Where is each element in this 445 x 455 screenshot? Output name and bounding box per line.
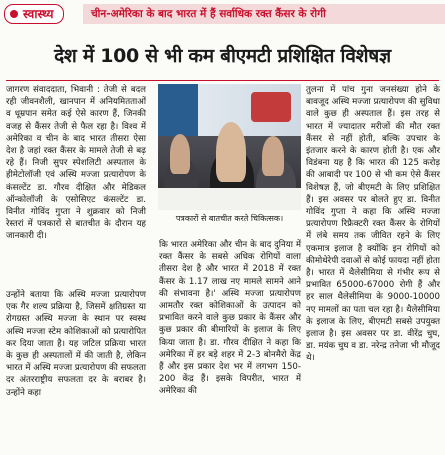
column-2-bottom-text: कि भारत अमेरिका और चीन के बाद दुनिया में रक्त कैंसर के सबसे अधिक रोगियों वाला तीसरा देश है और भारत में 2018 में रक्त कैंसर के 1.17 लाख नए मामले सामने आने की संभावना है।' अस्थि मज्जा प्रत्यारोपण आमतौर रक्त कोशिकाओं के उत्पादन को प्रभावित करने वाले कुछ प्रकार के कैंसर और कुछ प्रकार की बीमारियों के इलाज के लिए किया जाता है। डा. गौरव दीक्षित ने कहा कि अमेरिका में हर बड़े शहर में 2-3 बोनमैरो केंद्र हैं और इस प्रकार देश भर में लगभग 150-200 केंद्र हैं। इसके विपरीत, भारत में अमेरिका की	[159, 240, 301, 397]
column-3	[306, 84, 440, 365]
section-dot-icon	[10, 10, 18, 18]
section-tag-label: स्वास्थ्य	[23, 7, 54, 21]
kicker: चीन-अमेरिका के बाद भारत में हैं सर्वाधिक रक्त कैंसर के रोगी	[83, 4, 445, 24]
headline-rule	[6, 80, 439, 81]
column-2-bottom	[159, 239, 301, 398]
column-3-text: तुलना में पांच गुना जनसंख्या होने के बावजूद अस्थि मज्जा प्रत्यारोपण की सुविधा वाले कुछ ही अस्पताल हैं। इस तरह से भारत में ज्यादातर मरीजों की मौत रक्त कैंसर से नहीं होती, बल्कि उपचार के इंतजार करने के कारण होती है। एक और विडंबना यह है कि भारत की 125 करोड़ की आबादी पर 100 से भी कम ऐसे कैंसर विशेषज्ञ हैं, जो बीएमटी के लिए प्रशिक्षित हैं। इस अवसर पर बोलते हुए डा. विनीत गोविंद गुप्ता ने कहा कि अस्थि मज्जा प्रत्यारोपण रिफ्रैक्टरी रक्त कैंसर के रोगियों में लंबे समय तक जीवित रहने के लिए एकमात्र इलाज है क्योंकि इन रोगियों को कीमोथेरेपी दवाओं से कोई फायदा नहीं होता है। भारत में थैलेसीमिया से गंभीर रूप से प्रभावित 65000-67000 रोगी हैं और हर साल थैलेसीमिया के 9000-10000 नए मामलों का पता चल रहा है। थैलेसीमिया के इलाज के लिए, बीएमटी सबसे उपयुक्त इलाज है। इस अवसर पर डा. वीरेंद्र चुघ, डा. मयंक चुघ व डा. नरेन्द्र तनेजा भी मौजूद थे।	[306, 85, 440, 364]
headline: देश में 100 से भी कम बीएमटी प्रशिक्षित विशेषज्ञ	[54, 45, 391, 67]
photo-caption: पत्रकारों से बातचीत करते चिकित्सक।	[175, 214, 284, 223]
column-1-bottom	[6, 289, 146, 399]
header-strip	[0, 0, 445, 31]
column-1-top-text: जागरण संवाददाता, भिवानी : तेजी से बदल रही जीवनशैली, खानपान में अनियमितताओं व धूम्रपान समेत कई ऐसे कारण हैं, जिनकी वजह से कैंसर तेजी से फैल रहा है। विश्व में अमेरिका व चीन के बाद भारत तीसरा ऐसा देश है जहां रक्त कैंसर के मामले तेजी से बढ़ रहे हैं। निजी सुपर स्पेशलिटी अस्पताल के हीमेटोलॉजी एवं अस्थि मज्जा प्रत्यारोपण के कंसल्टेंट डा. गौरव दीक्षित और मेडिकल ऑन्कोलॉजी के एसोसिएट कंसल्टेंट डा. विनीत गोविंद गुप्ता ने शुक्रवार को निजी रेस्तरां में पत्रकारों से बातचीत के दौरान यह जानकारी दी।	[6, 85, 146, 242]
column-1-bottom-text: उन्होंने बताया कि अस्थि मज्जा प्रत्यारोपण एक गैर शल्य प्रक्रिया है, जिसमें क्षतिग्रस्त या रोगग्रस्त अस्थि मज्जा के स्थान पर स्वस्थ अस्थि मज्जा स्टेम कोशिकाओं को प्रत्यारोपित कर दिया जाता है। यह जटिल प्रक्रिया भारत के कुछ ही अस्पतालों में की जाती है, लेकिन भारत में अस्थि मज्जा प्रत्यारोपण की सफलता दर अंतरराष्ट्रीय सफलता दर के बराबर है। उन्होंने कहा	[6, 290, 146, 398]
column-1-top	[6, 84, 146, 243]
section-tag	[4, 4, 64, 24]
news-photo	[158, 84, 301, 210]
